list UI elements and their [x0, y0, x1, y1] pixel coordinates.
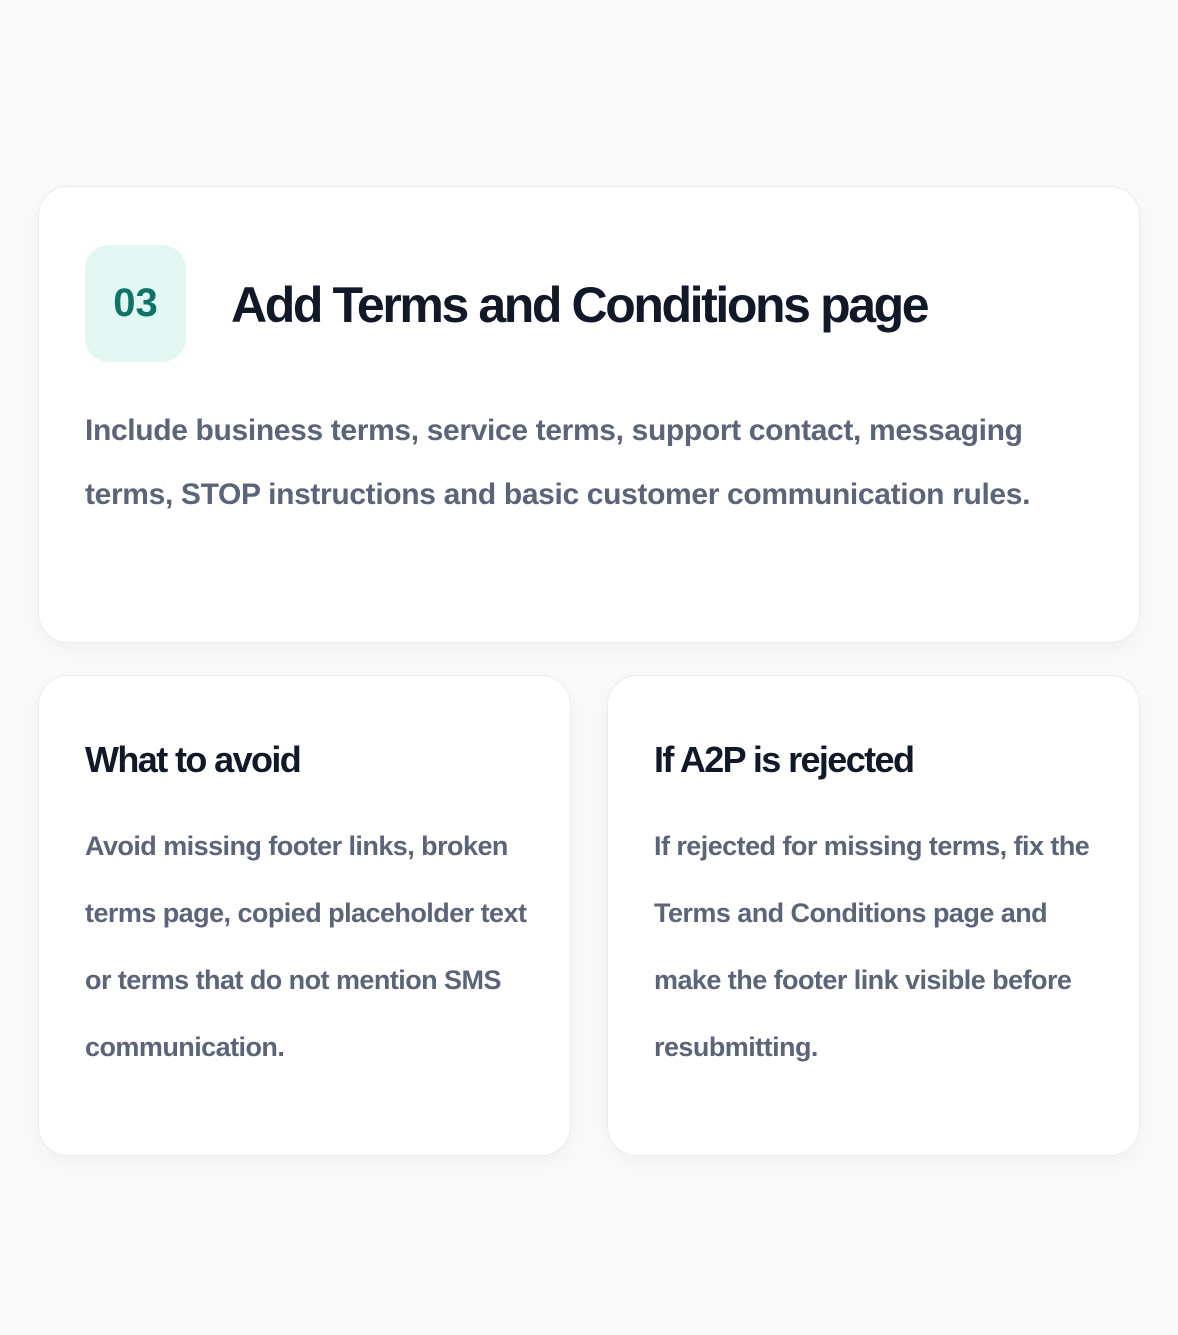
what-to-avoid-line: communication. [85, 1032, 285, 1062]
what-to-avoid-card [38, 675, 571, 1156]
what-to-avoid-description [85, 813, 537, 1081]
step-description: Include business terms, service terms, support contact, messaging terms, STOP instructions and basic customer communication rules. [85, 414, 1031, 511]
if-rejected-line: Terms and Conditions page and [654, 898, 1048, 928]
step-number-badge: 03 [85, 245, 186, 362]
if-rejected-line: make the footer link visible before [654, 965, 1072, 995]
what-to-avoid-line: or terms that do not mention SMS [85, 965, 501, 995]
step-title: Add Terms and Conditions page [231, 277, 928, 333]
what-to-avoid-line: Avoid missing footer links, broken [85, 831, 508, 861]
step-card [38, 186, 1140, 643]
what-to-avoid-title: What to avoid [85, 739, 301, 780]
if-rejected-line: If rejected for missing terms, fix the [654, 831, 1090, 861]
what-to-avoid-line: terms page, copied placeholder text [85, 898, 527, 928]
if-rejected-title: If A2P is rejected [654, 739, 914, 780]
if-rejected-line: resubmitting. [654, 1032, 818, 1062]
if-rejected-description [654, 813, 1106, 1081]
if-rejected-card [607, 675, 1140, 1156]
